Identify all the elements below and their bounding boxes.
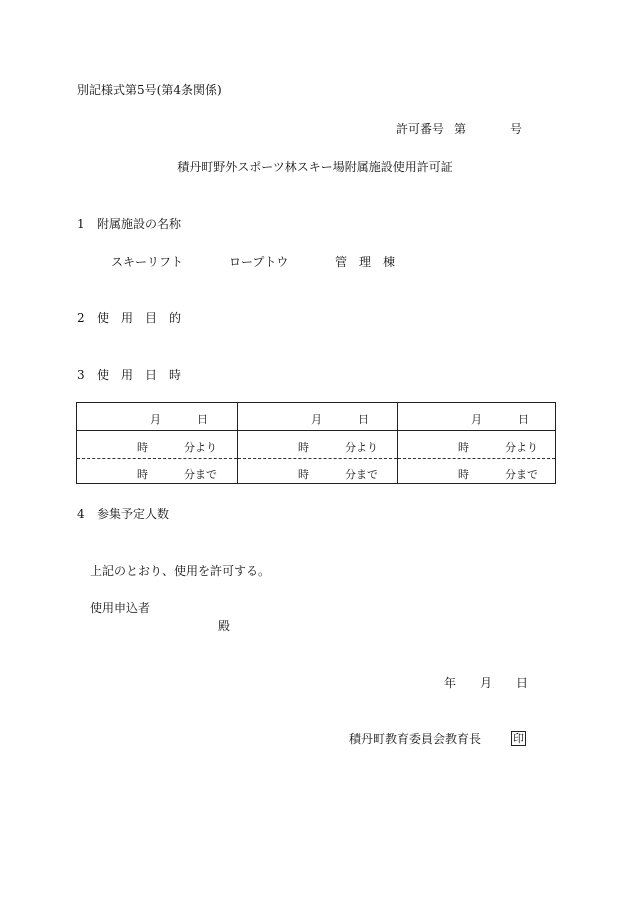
- from-label: 分より: [345, 441, 378, 454]
- seal-stamp: 印: [513, 732, 524, 745]
- document-title: 積丹町野外スポーツ林スキー場附属施設使用許可証: [177, 160, 453, 174]
- section-number: 3: [77, 368, 85, 382]
- facility-management-building: 管 理 棟: [335, 255, 396, 269]
- section-datetime: [77, 369, 181, 381]
- hour-label: 時: [298, 468, 309, 481]
- from-label: 分より: [184, 441, 217, 454]
- month-label: 月: [480, 676, 493, 690]
- hour-label: 時: [137, 441, 148, 454]
- facility-rope-tow: ロープトウ: [229, 255, 289, 269]
- section-number: 4: [77, 507, 85, 521]
- form-label: 別記様式第5号(第4条関係): [77, 83, 222, 97]
- permit-number-suffix: 号: [510, 122, 523, 136]
- to-label: 分まで: [184, 468, 217, 481]
- day-label: 日: [516, 676, 529, 690]
- section-number: 1: [77, 217, 85, 231]
- schedule-column: [237, 403, 397, 483]
- section-purpose: [77, 312, 181, 324]
- schedule-date-row: [238, 403, 397, 431]
- year-label: 年: [444, 676, 457, 690]
- day-label: 日: [518, 413, 529, 426]
- schedule-end-row: [77, 459, 237, 483]
- permit-number-prefix: 第: [454, 122, 467, 136]
- permit-number: [396, 123, 522, 135]
- schedule-column: [397, 403, 555, 483]
- month-label: 月: [471, 413, 482, 426]
- month-label: 月: [311, 413, 322, 426]
- schedule-date-row: [398, 403, 555, 431]
- day-label: 日: [358, 413, 369, 426]
- schedule-start-row: [238, 431, 397, 459]
- schedule-start-row: [398, 431, 555, 459]
- hour-label: 時: [137, 468, 148, 481]
- section-heading: 使 用 日 時: [97, 368, 182, 382]
- schedule-date-row: [77, 403, 237, 431]
- permit-number-label: 許可番号: [396, 122, 445, 136]
- section-attendees: [77, 508, 169, 520]
- schedule-end-row: [398, 459, 555, 483]
- section-facility-name: [77, 218, 181, 230]
- applicant-label: 使用申込者: [90, 601, 151, 615]
- hour-label: 時: [458, 468, 469, 481]
- day-label: 日: [197, 413, 208, 426]
- honorific: 殿: [218, 619, 231, 633]
- schedule-table: [76, 402, 556, 484]
- section-heading: 附属施設の名称: [97, 217, 182, 231]
- to-label: 分まで: [505, 468, 538, 481]
- section-heading: 参集予定人数: [97, 507, 170, 521]
- section-heading: 使 用 目 的: [97, 311, 182, 325]
- from-label: 分より: [505, 441, 538, 454]
- to-label: 分まで: [345, 468, 378, 481]
- schedule-end-row: [238, 459, 397, 483]
- hour-label: 時: [298, 441, 309, 454]
- schedule-start-row: [77, 431, 237, 459]
- permission-statement: 上記のとおり、使用を許可する。: [90, 564, 271, 578]
- section-number: 2: [77, 311, 85, 325]
- facility-ski-lift: スキーリフト: [111, 255, 184, 269]
- issuer-name: 積丹町教育委員会教育長: [349, 732, 482, 746]
- issue-date: [444, 677, 528, 689]
- month-label: 月: [150, 413, 161, 426]
- hour-label: 時: [458, 441, 469, 454]
- schedule-column: [77, 403, 237, 483]
